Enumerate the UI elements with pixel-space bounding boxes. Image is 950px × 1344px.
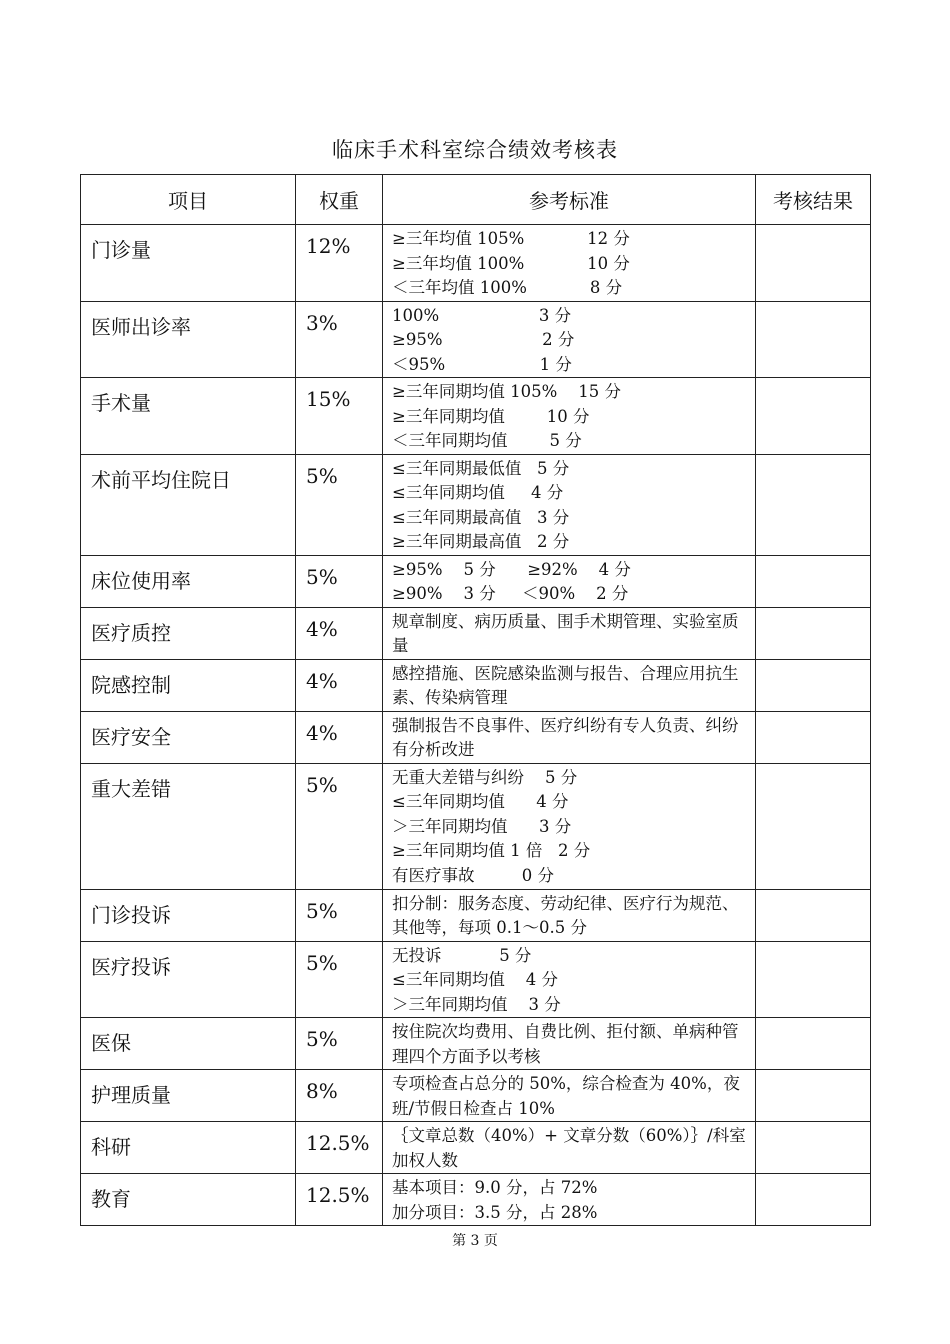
table-row	[81, 1018, 871, 1070]
row-item: 医保	[81, 1018, 296, 1070]
table-row	[81, 454, 871, 555]
table-row	[81, 225, 871, 302]
standard-line: 按住院次均费用、自费比例、拒付额、单病种管理四个方面予以考核	[392, 1022, 739, 1066]
standard-line: ≤三年同期均值 4 分	[392, 483, 564, 502]
row-weight: 12.5%	[296, 1174, 383, 1226]
standard-line: ＞三年同期均值 3 分	[392, 816, 572, 836]
row-result	[756, 889, 871, 941]
row-standard	[383, 1174, 756, 1226]
standard-line: 基本项目：9.0 分，占 72%	[392, 1178, 598, 1197]
row-result	[756, 1070, 871, 1122]
row-standard	[383, 301, 756, 378]
row-result	[756, 1018, 871, 1070]
row-item: 院感控制	[81, 659, 296, 711]
table-row	[81, 711, 871, 763]
row-item: 床位使用率	[81, 555, 296, 607]
row-result	[756, 301, 871, 378]
row-standard	[383, 1018, 756, 1070]
row-standard	[383, 454, 756, 555]
standard-line: 强制报告不良事件、医疗纠纷有专人负责、纠纷有分析改进	[392, 715, 739, 759]
row-standard	[383, 555, 756, 607]
standard-line: 扣分制：服务态度、劳动纪律、医疗行为规范、其他等，每项 0.1～0.5 分	[392, 893, 739, 937]
row-weight: 4%	[296, 711, 383, 763]
standard-line: ≥三年同期均值 1 倍 2 分	[392, 841, 591, 860]
row-weight: 4%	[296, 607, 383, 659]
row-item: 科研	[81, 1122, 296, 1174]
standard-line: ＞三年同期均值 3 分	[392, 994, 561, 1014]
row-weight: 5%	[296, 454, 383, 555]
row-weight: 8%	[296, 1070, 383, 1122]
table-row	[81, 1070, 871, 1122]
header-row	[81, 175, 871, 225]
header-standard: 参考标准	[383, 175, 756, 225]
table-row	[81, 607, 871, 659]
row-item: 门诊量	[81, 225, 296, 302]
row-item: 手术量	[81, 378, 296, 455]
standard-line: ＜三年同期均值 5 分	[392, 431, 582, 450]
standard-line: 100% 3 分	[392, 305, 572, 325]
row-weight: 4%	[296, 659, 383, 711]
row-result	[756, 1174, 871, 1226]
row-weight: 15%	[296, 378, 383, 455]
table-row	[81, 1174, 871, 1226]
row-weight: 5%	[296, 763, 383, 889]
table-row	[81, 555, 871, 607]
standard-line: 无投诉 5 分	[392, 945, 532, 965]
standard-line: ≥95% 5 分 ≥92% 4 分	[392, 559, 631, 579]
standard-line: ≤三年同期均值 4 分	[392, 970, 559, 989]
page-number: 第 3 页	[452, 1233, 498, 1249]
row-result	[756, 659, 871, 711]
table-row	[81, 763, 871, 889]
row-result	[756, 454, 871, 555]
row-result	[756, 607, 871, 659]
row-item: 医疗安全	[81, 711, 296, 763]
row-weight: 12.5%	[296, 1122, 383, 1174]
standard-line: 感控措施、医院感染监测与报告、合理应用抗生素、传染病管理	[392, 663, 739, 707]
standard-line: 规章制度、病历质量、围手术期管理、实验室质量	[392, 611, 739, 655]
row-standard	[383, 1122, 756, 1174]
standard-line: 加分项目：3.5 分，占 28%	[392, 1202, 598, 1222]
row-item: 医疗投诉	[81, 941, 296, 1018]
standard-line: 有医疗事故 0 分	[392, 865, 554, 885]
row-result	[756, 941, 871, 1018]
row-item: 教育	[81, 1174, 296, 1226]
standard-line: ≥三年同期均值 105% 15 分	[392, 382, 621, 401]
row-standard	[383, 763, 756, 889]
row-standard	[383, 659, 756, 711]
standard-line: ≥三年同期最高值 2 分	[392, 532, 570, 551]
standard-line: ＜三年均值 100% 8 分	[392, 278, 623, 297]
row-standard	[383, 225, 756, 302]
row-result	[756, 225, 871, 302]
header-result: 考核结果	[756, 175, 871, 225]
header-weight: 权重	[296, 175, 383, 225]
row-standard	[383, 607, 756, 659]
row-weight: 5%	[296, 1018, 383, 1070]
standard-line: 无重大差错与纠纷 5 分	[392, 767, 578, 787]
row-standard	[383, 941, 756, 1018]
row-item: 医师出诊率	[81, 301, 296, 378]
row-result	[756, 711, 871, 763]
table-row	[81, 889, 871, 941]
standard-line: ≤三年同期最高值 3 分	[392, 507, 570, 527]
row-item: 重大差错	[81, 763, 296, 889]
row-weight: 5%	[296, 941, 383, 1018]
row-standard	[383, 1070, 756, 1122]
standard-line: ≤三年同期均值 4 分	[392, 792, 569, 811]
row-result	[756, 378, 871, 455]
row-result	[756, 555, 871, 607]
document-title: 临床手术科室综合绩效考核表	[332, 138, 618, 162]
table-body	[81, 225, 871, 1226]
standard-line: ≥90% 3 分 ＜90% 2 分	[392, 584, 629, 603]
row-standard	[383, 711, 756, 763]
table-row	[81, 941, 871, 1018]
table-row	[81, 659, 871, 711]
standard-line: ≥三年均值 105% 12 分	[392, 229, 630, 248]
row-weight: 5%	[296, 889, 383, 941]
standard-line: ≤三年同期最低值 5 分	[392, 458, 570, 478]
row-weight: 12%	[296, 225, 383, 302]
row-result	[756, 1122, 871, 1174]
table-row	[81, 378, 871, 455]
header-item: 项目	[81, 175, 296, 225]
standard-line: ｛文章总数（40%）+ 文章分数（60%）｝/科室加权人数	[392, 1126, 746, 1170]
row-item: 医疗质控	[81, 607, 296, 659]
row-item: 术前平均住院日	[81, 454, 296, 555]
assessment-table	[80, 174, 871, 1226]
row-item: 门诊投诉	[81, 889, 296, 941]
row-weight: 3%	[296, 301, 383, 378]
standard-line: ≥三年同期均值 10 分	[392, 406, 590, 426]
row-result	[756, 763, 871, 889]
standard-line: ＜95% 1 分	[392, 354, 572, 374]
row-weight: 5%	[296, 555, 383, 607]
table-row	[81, 301, 871, 378]
standard-line: ≥95% 2 分	[392, 330, 575, 349]
table-row	[81, 1122, 871, 1174]
row-item: 护理质量	[81, 1070, 296, 1122]
standard-line: 专项检查占总分的 50%，综合检查为 40%，夜班/节假日检查占 10%	[392, 1074, 740, 1118]
standard-line: ≥三年均值 100% 10 分	[392, 253, 630, 273]
row-standard	[383, 378, 756, 455]
row-standard	[383, 889, 756, 941]
